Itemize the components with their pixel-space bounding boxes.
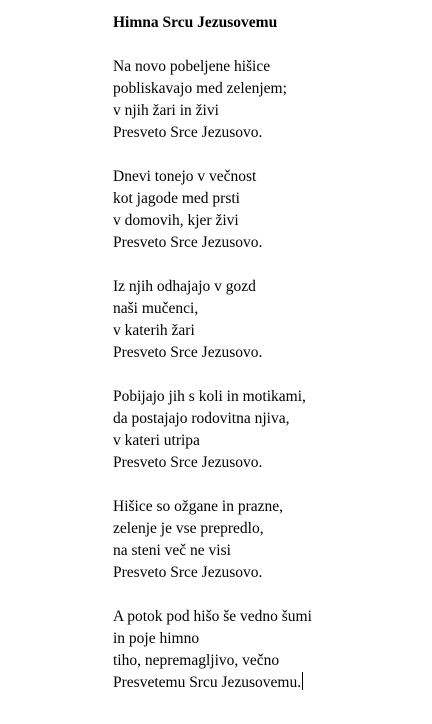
poem-line: v njih žari in živi <box>113 102 219 119</box>
poem-line: Presveto Srce Jezusovo. <box>113 344 263 361</box>
stanza-2 <box>113 166 413 254</box>
poem-line: Presveto Srce Jezusovo. <box>113 234 263 251</box>
poem-line: Hišice so ožgane in prazne, <box>113 498 284 515</box>
poem-line: v katerih žari <box>113 322 195 339</box>
stanza-4 <box>113 386 413 474</box>
poem-line: naši mučenci, <box>113 300 199 317</box>
text-cursor <box>302 672 303 690</box>
poem-title: Himna Srcu Jezusovemu <box>113 14 278 31</box>
poem-line: Presveto Srce Jezusovo. <box>113 564 263 581</box>
poem-line: kot jagode med prsti <box>113 190 240 207</box>
poem-line: zelenje je vse prepredlo, <box>113 520 264 537</box>
poem-line-last <box>113 672 413 694</box>
poem-line: v kateri utripa <box>113 432 200 449</box>
poem-line: v domovih, kjer živi <box>113 212 239 229</box>
stanza-5 <box>113 496 413 584</box>
poem-line: in poje himno <box>113 630 200 647</box>
poem-line: Presveto Srce Jezusovo. <box>113 454 263 471</box>
poem-line: Na novo pobeljene hišice <box>113 58 271 75</box>
poem-line-last-text: Presvetemu Srcu Jezusovemu. <box>113 674 302 691</box>
poem-line: Pobijajo jih s koli in motikami, <box>113 388 306 405</box>
poem-line: A potok pod hišo še vedno šumi <box>113 608 312 625</box>
poem-line: pobliskavajo med zelenjem; <box>113 80 287 97</box>
poem-line: Dnevi tonejo v večnost <box>113 168 257 185</box>
stanza-6 <box>113 606 413 694</box>
stanza-1 <box>113 56 413 144</box>
poem-line: tiho, nepremagljivo, večno <box>113 652 280 669</box>
stanza-3 <box>113 276 413 364</box>
poem-line: da postajajo rodovitna njiva, <box>113 410 290 427</box>
poem-line: Iz njih odhajajo v gozd <box>113 278 256 295</box>
poem-line: Presveto Srce Jezusovo. <box>113 124 263 141</box>
poem-line: na steni več ne visi <box>113 542 231 559</box>
document-page <box>113 12 413 716</box>
